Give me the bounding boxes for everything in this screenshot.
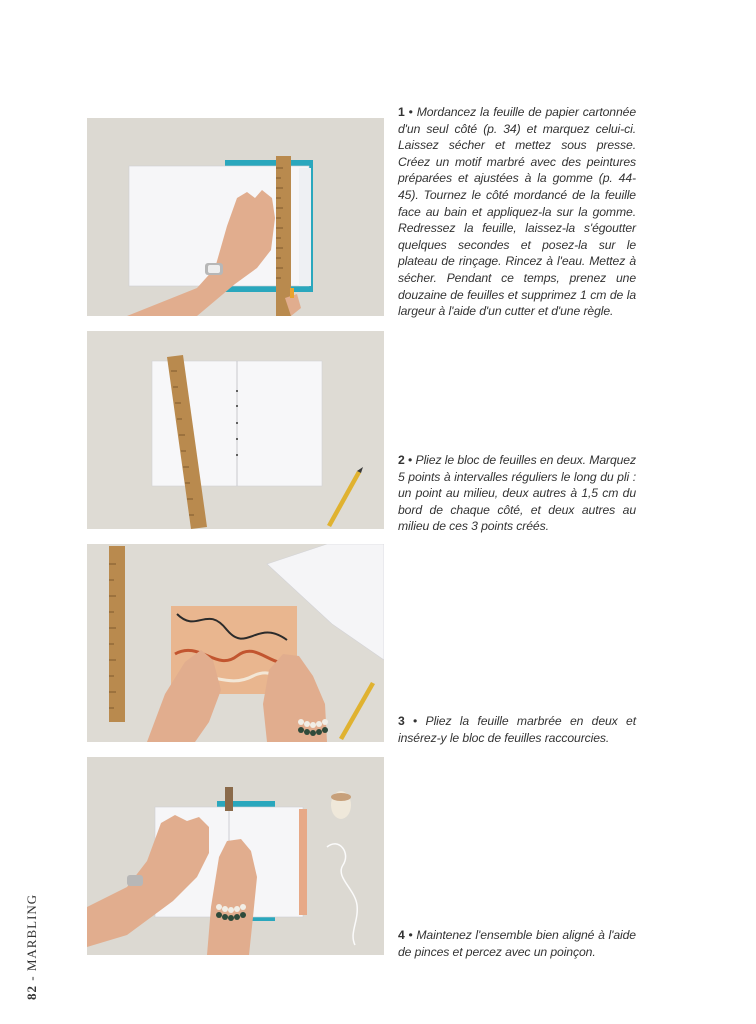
step-2-photo [87, 331, 384, 529]
step-number: 1 [398, 105, 405, 119]
section-title: MARBLING [24, 893, 39, 972]
page-number: 82 [24, 985, 39, 1000]
step-bullet: • [408, 453, 413, 467]
step-2-text [398, 452, 636, 535]
step-1-text [398, 104, 636, 320]
step-bullet: • [413, 714, 418, 728]
step-4-photo [87, 757, 384, 955]
step-1-photo [87, 118, 384, 316]
step-bullet: • [408, 105, 413, 119]
step-instruction: Maintenez l'ensemble bien aligné à l'aide de pinces et percez avec un poinçon. [398, 928, 636, 959]
step-number: 2 [398, 453, 405, 467]
step-instruction: Pliez le bloc de feuilles en deux. Marquez 5 points à intervalles réguliers le long du pli : un point au milieu, deux autres à 1,5 cm du bord de chaque côté, et deux autres au milieu de ces 3 points créés. [398, 453, 636, 534]
step-bullet: • [408, 928, 413, 942]
step-number: 3 [398, 714, 405, 728]
folio-separator: - [24, 975, 39, 981]
page-folio [24, 870, 44, 1000]
step-instruction: Mordancez la feuille de papier cartonnée d'un seul côté (p. 34) et marquez celui-ci. Laissez sécher et mettez sous presse. Créez un motif marbré avec des peintures préparées et ajustées à la gomme (p. 44-45). Tournez le côté mordancé de la feuille face au bain et appliquez-la sur la gomme. Redressez la feuille, laissez-la s'égoutter quelques secondes et posez-la sur le plateau de rinçage. Rincez à l'eau. Mettez à sécher. Pendant ce temps, prenez une douzaine de feuilles et supprimez 1 cm de la largeur à l'aide d'un cutter et d'une règle. [398, 105, 636, 319]
step-instruction: Pliez la feuille marbrée en deux et insérez-y le bloc de feuilles raccourcies. [398, 714, 636, 745]
step-number: 4 [398, 928, 405, 942]
step-3-text [398, 713, 636, 746]
step-4-text [398, 927, 636, 960]
step-3-photo [87, 544, 384, 742]
